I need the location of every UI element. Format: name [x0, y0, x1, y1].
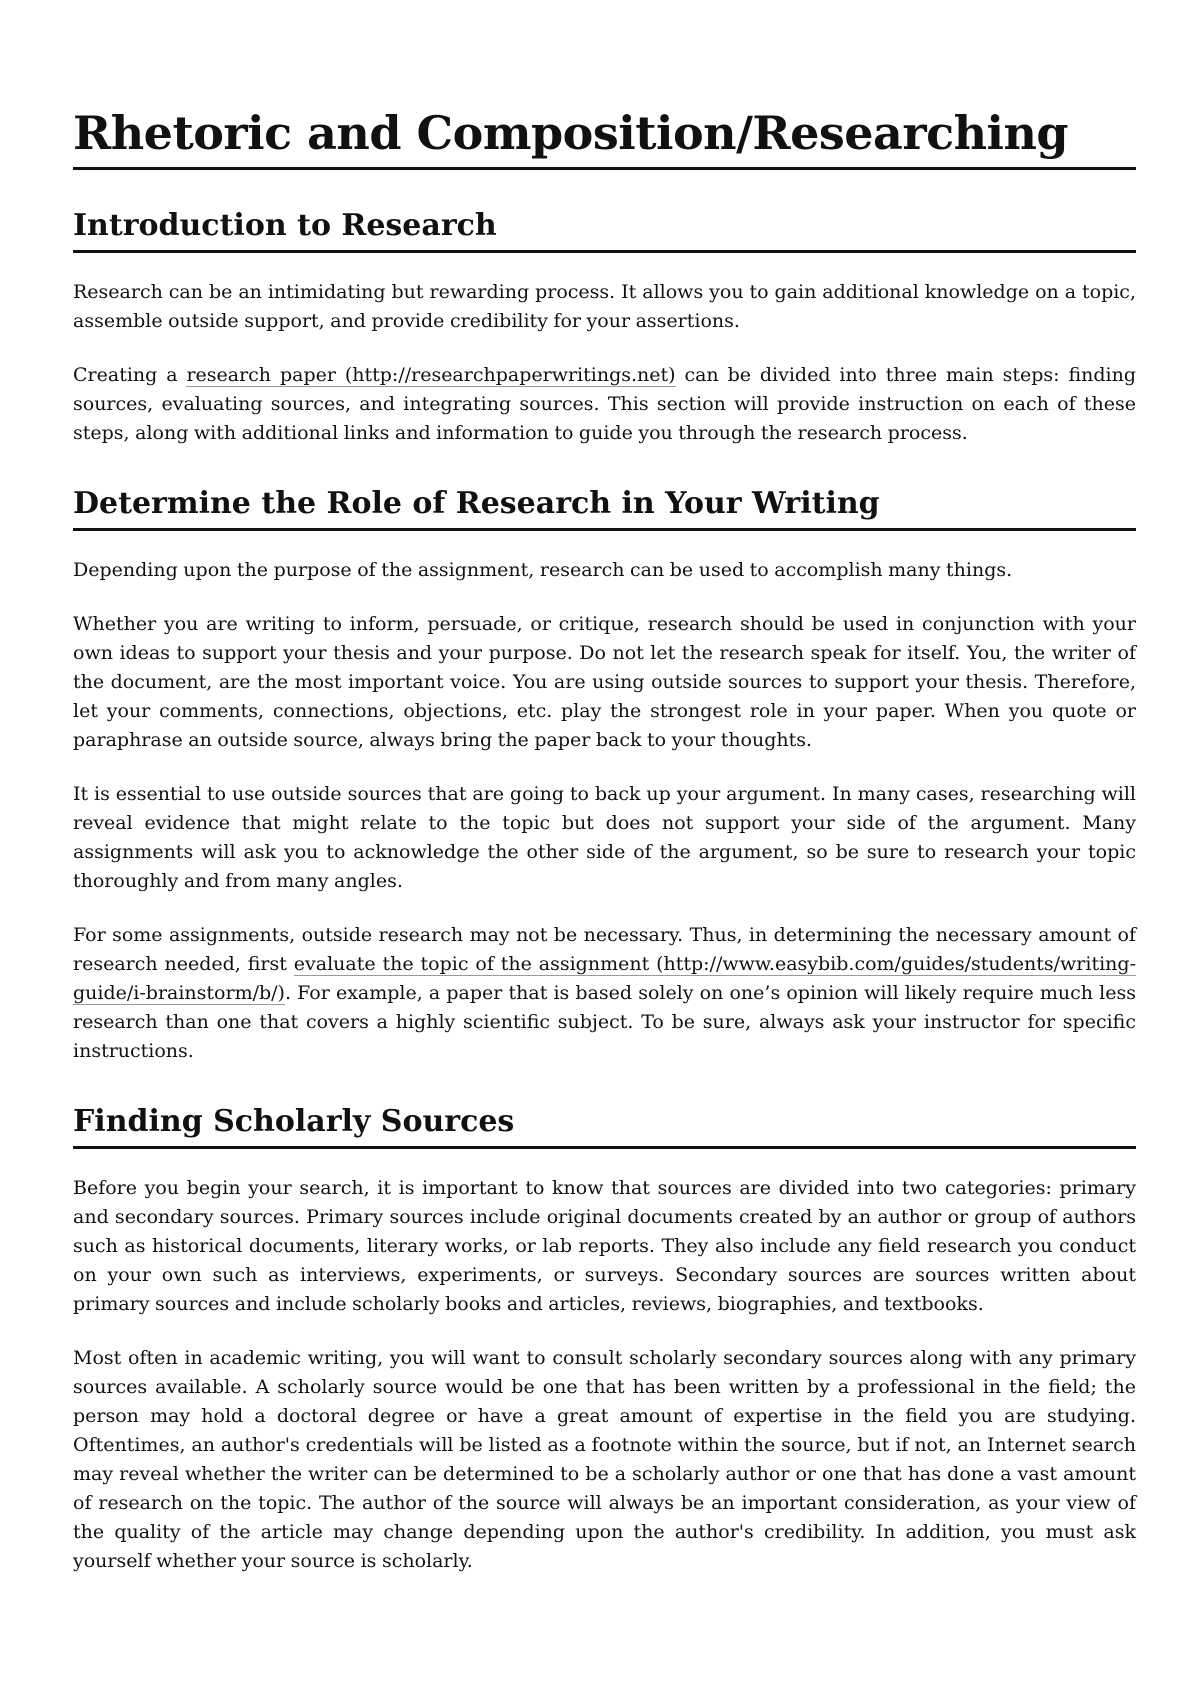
section-role-of-research — [73, 486, 1136, 1066]
section-heading: Introduction to Research — [73, 208, 1136, 253]
paragraph: It is essential to use outside sources that are going to back up your argument. In many cases, researching will reveal evidence that might relate to the topic but does not support your side of the argument. Many assignments will ask you to acknowledge the other side of the argument, so be sure to research your topic thoroughly and from many angles. — [73, 783, 1136, 893]
paragraph: Most often in academic writing, you will want to consult scholarly secondary sources along with any primary sources available. A scholarly source would be one that has been written by a professional in the field; the person may hold a doctoral degree or have a great amount of expertise in the field you are studying. Oftentimes, an author's credentials will be listed as a footnote within the source, but if not, an Internet search may reveal whether the writer can be determined to be a scholarly author or one that has done a vast amount of research on the topic. The author of the source will always be an important consideration, as your view of the quality of the article may change depending upon the author's credibility. In addition, you must ask yourself whether your source is scholarly. — [73, 1347, 1136, 1573]
paragraph — [73, 921, 1136, 1066]
paragraph: Research can be an intimidating but rewarding process. It allows you to gain additional knowledge on a topic, assemble outside support, and provide credibility for your assertions. — [73, 281, 1136, 333]
research-paper-link[interactable]: research paper (http://researchpaperwritings.net) — [186, 364, 676, 387]
paragraph — [73, 361, 1136, 448]
paragraph-text: . For example, a paper that is based solely on one’s opinion will likely require much less research than one that covers a highly scientific subject. To be sure, always ask your instructor for specific instructions. — [73, 982, 1136, 1063]
section-heading: Finding Scholarly Sources — [73, 1104, 1136, 1149]
paragraph-text: Creating a — [73, 364, 187, 387]
section-finding-scholarly-sources — [73, 1104, 1136, 1576]
evaluate-topic-link[interactable]: evaluate the topic of the assignment (http://www.easybib.com/guides/students/writing-guide/i-brainstorm/b/) — [73, 953, 1136, 1005]
paragraph: Whether you are writing to inform, persuade, or critique, research should be used in conjunction with your own ideas to support your thesis and your purpose. Do not let the research speak for itself. You, the writer of the document, are the most important voice. You are using outside sources to support your thesis. Therefore, let your comments, connections, objections, etc. play the strongest role in your paper. When you quote or paraphrase an outside source, always bring the paper back to your thoughts. — [73, 613, 1136, 752]
paragraph: Before you begin your search, it is important to know that sources are divided into two categories: primary and secondary sources. Primary sources include original documents created by an author or group of authors such as historical documents, literary works, or lab reports. They also include any field research you conduct on your own such as interviews, experiments, or surveys. Secondary sources are sources written about primary sources and include scholarly books and articles, reviews, biographies, and textbooks. — [73, 1177, 1136, 1316]
section-heading: Determine the Role of Research in Your Writing — [73, 486, 1136, 531]
paragraph-text: For some assignments, outside research may not be necessary. Thus, in determining the necessary amount of research needed, first — [73, 924, 1136, 976]
page-title: Rhetoric and Composition/Researching — [73, 106, 1136, 170]
paragraph-text: can be divided into three main steps: finding sources, evaluating sources, and integrating sources. This section will provide instruction on each of these steps, along with additional links and information to guide you through the research process. — [73, 364, 1136, 445]
paragraph: Depending upon the purpose of the assignment, research can be used to accomplish many things. — [73, 559, 1013, 582]
section-introduction — [73, 208, 1136, 448]
